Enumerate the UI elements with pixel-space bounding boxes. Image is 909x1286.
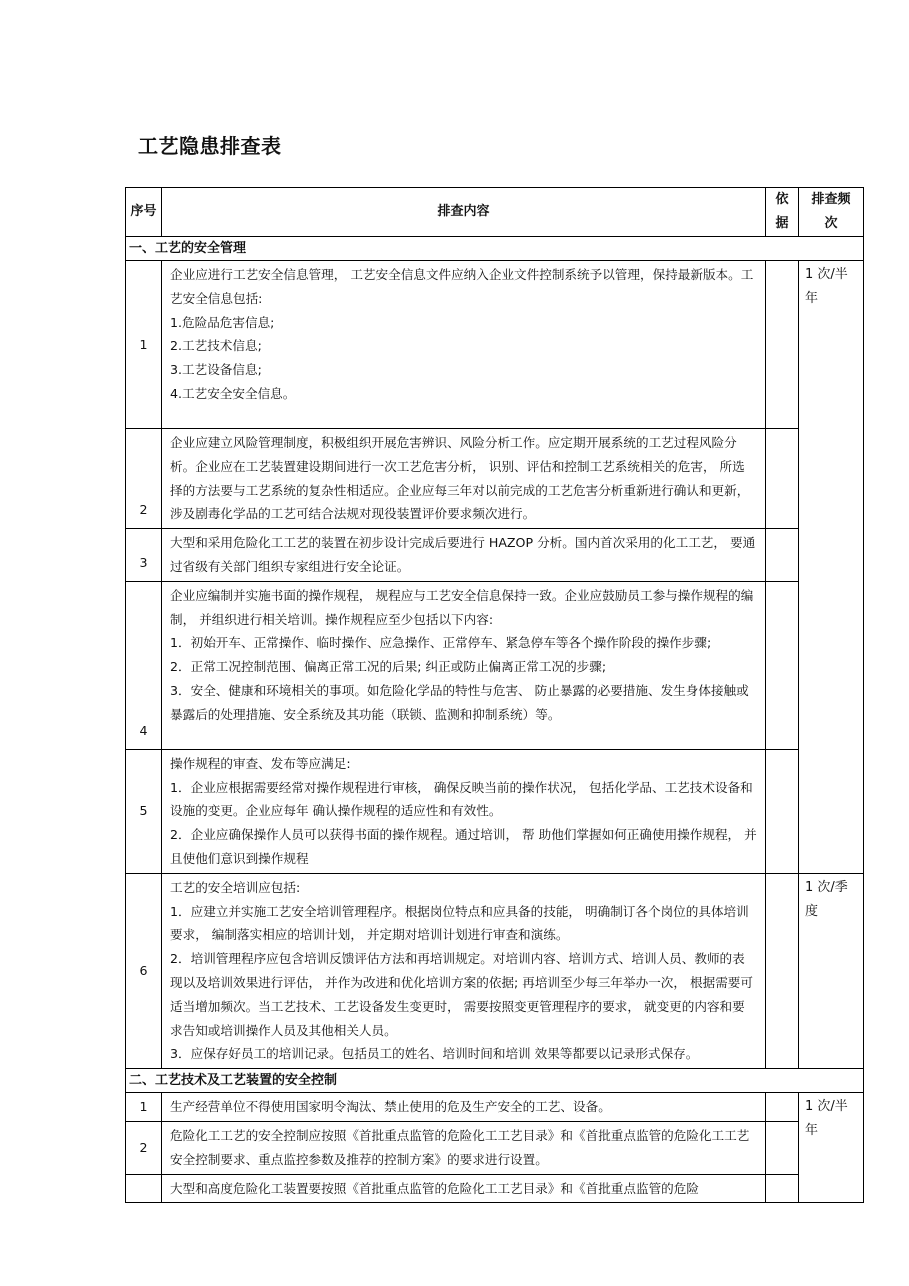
content-line: 企业应进行工艺安全信息管理， 工艺安全信息文件应纳入企业文件控制系统予以管理，保持最新版本。工艺安全信息包括:: [170, 267, 754, 306]
content-line: 3．安全、健康和环境相关的事项。如危险化学品的特性与危害、 防止暴露的必要措施、发生身体接触或暴露后的处理措施、安全系统及其功能（联锁、监测和抑制系统）等。: [170, 682, 749, 722]
content-line: 2．正常工况控制范围、偏离正常工况的后果; 纠正或防止偏离正常工况的步骤;: [170, 659, 607, 675]
table-row: [126, 1121, 864, 1174]
row-number: 6: [126, 873, 162, 1068]
header-seq: 序号: [126, 188, 162, 237]
basis-cell: [766, 261, 799, 429]
header-content: 排查内容: [162, 188, 766, 237]
content-line: 危险化工工艺的安全控制应按照《首批重点监管的危险化工工艺目录》和《首批重点监管的危险化工工艺安全控制要求、重点监控参数及推荐的控制方案》的要求进行设置。: [170, 1127, 750, 1167]
row-number: 5: [126, 749, 162, 873]
table-row: [126, 529, 864, 582]
row-number: 2: [126, 429, 162, 529]
page-title: 工艺隐患排查表: [138, 134, 282, 158]
content-line: 1．初始开车、正常操作、临时操作、应急操作、正常停车、紧急停车等各个操作阶段的操作步骤;: [170, 635, 712, 651]
section-row: [126, 237, 864, 261]
content-line: 生产经营单位不得使用国家明令淘汰、禁止使用的危及生产安全的工艺、设备。: [170, 1099, 611, 1115]
basis-cell: [766, 1121, 799, 1174]
row-content: [162, 1174, 766, 1203]
basis-cell: [766, 1174, 799, 1203]
content-line: 1．应建立并实施工艺安全培训管理程序。根据岗位特点和应具备的技能， 明确制订各个岗位的具体培训要求， 编制落实相应的培训计划， 并定期对培训计划进行审查和演练。: [170, 903, 749, 943]
row-content: [162, 873, 766, 1068]
table-row: [126, 581, 864, 749]
table-header-row: [126, 188, 864, 237]
section-row: [126, 1069, 864, 1093]
row-content: [162, 1093, 766, 1122]
row-content: [162, 261, 766, 429]
row-content: [162, 429, 766, 529]
row-content: [162, 581, 766, 749]
header-frequency: [799, 188, 864, 237]
content-line: 2．培训管理程序应包含培训反馈评估方法和再培训规定。对培训内容、培训方式、培训人员、教师的表现以及培训效果进行评估， 并作为改进和优化培训方案的依据; 再培训至少每三年举办一次， 根据需要可适当增加频次。当工艺技术、工艺设备发生变更时， 需要按照变更管理程序的要求， 就变更的内容和要求告知或培训操作人员及其他相关人员。: [170, 951, 753, 1038]
content-line: 3．应保存好员工的培训记录。包括员工的姓名、培训时间和培训 效果等都要以记录形式保存。: [170, 1046, 699, 1062]
basis-cell: [766, 873, 799, 1068]
inspection-table: [125, 187, 864, 1203]
row-number: 1: [126, 1093, 162, 1122]
content-line: 大型和采用危险化工工艺的装置在初步设计完成后要进行 HAZOP 分析。国内首次采用的化工工艺， 要通过省级有关部门组织专家组进行安全论证。: [170, 535, 756, 574]
content-line: 操作规程的审查、发布等应满足:: [170, 755, 351, 771]
content-line: 大型和高度危险化工装置要按照《首批重点监管的危险化工工艺目录》和《首批重点监管的危险: [170, 1180, 699, 1196]
content-line: 2.工艺技术信息;: [170, 338, 262, 354]
content-line: 2．企业应确保操作人员可以获得书面的操作规程。通过培训， 帮 助他们掌握如何正确使用操作规程， 并且使他们意识到操作规程: [170, 827, 757, 866]
section-title: 一、工艺的安全管理: [126, 237, 864, 261]
basis-cell: [766, 1093, 799, 1122]
row-content: [162, 529, 766, 582]
table-row: [126, 429, 864, 529]
row-number: 4: [126, 581, 162, 749]
header-basis: [766, 188, 799, 237]
content-line: 1．企业应根据需要经常对操作规程进行审核， 确保反映当前的操作状况， 包括化学品、工艺技术设备和设施的变更。企业应每年 确认操作规程的适应性和有效性。: [170, 779, 753, 819]
header-basis-line2: 据: [775, 216, 789, 231]
basis-cell: [766, 429, 799, 529]
table-row: [126, 873, 864, 1068]
table-row: [126, 1093, 864, 1122]
basis-cell: [766, 749, 799, 873]
row-number: [126, 1174, 162, 1203]
content-line: 企业应编制并实施书面的操作规程， 规程应与工艺安全信息保持一致。企业应鼓励员工参与操作规程的编制， 并组织进行相关培训。操作规程应至少包括以下内容:: [170, 587, 754, 627]
content-line: 企业应建立风险管理制度，积极组织开展危害辨识、风险分析工作。应定期开展系统的工艺过程风险分析。企业应在工艺装置建设期间进行一次工艺危害分析， 识别、评估和控制工艺系统相关的危害， 所选择的方法要与工艺系统的复杂性相适应。企业应每三年对以前完成的工艺危害分析重新进行确认和更新， 涉及剧毒化学品的工艺可结合法规对现役装置评价要求频次进行。: [170, 435, 750, 522]
row-content: [162, 749, 766, 873]
frequency-cell: 1 次/半年: [799, 1093, 864, 1203]
header-frequency-line2: 次: [824, 216, 838, 231]
row-number: 3: [126, 529, 162, 582]
row-number: 2: [126, 1121, 162, 1174]
basis-cell: [766, 529, 799, 582]
content-line: 4.工艺安全安全信息。: [170, 385, 296, 401]
header-frequency-line1: 排查频: [811, 192, 851, 207]
header-basis-line1: 依: [775, 192, 789, 207]
basis-cell: [766, 581, 799, 749]
frequency-cell: 1 次/半年: [799, 261, 864, 874]
table-row: [126, 1174, 864, 1203]
frequency-cell: 1 次/季度: [799, 873, 864, 1068]
table-row: [126, 749, 864, 873]
content-line: 工艺的安全培训应包括:: [170, 879, 301, 895]
content-line: 1.危险品危害信息;: [170, 314, 275, 330]
table-row: [126, 261, 864, 429]
section-title: 二、工艺技术及工艺装置的安全控制: [126, 1069, 864, 1093]
content-line: 3.工艺设备信息;: [170, 362, 262, 378]
row-number: 1: [126, 261, 162, 429]
row-content: [162, 1121, 766, 1174]
